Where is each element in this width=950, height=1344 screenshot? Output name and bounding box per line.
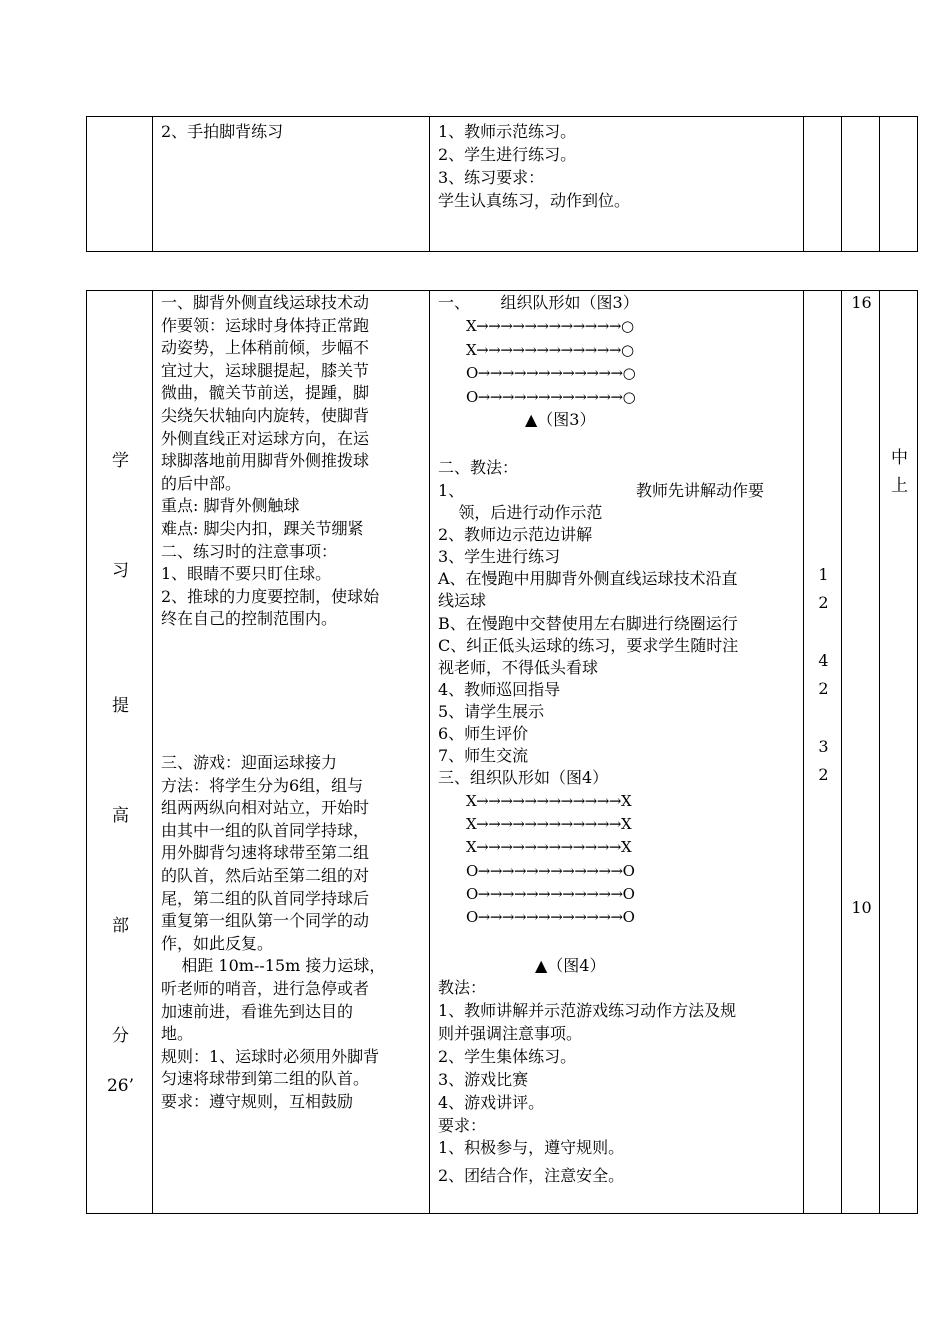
content-line: 三、游戏：迎面运球接力	[161, 753, 338, 772]
section-char: 提	[112, 696, 129, 716]
formation-row: X→→→→→→→→→→→→○	[466, 340, 634, 359]
t1-content-text: 2、手拍脚背练习	[161, 122, 284, 141]
formation-row: O→→→→→→→→→→→→○	[466, 364, 636, 382]
time-value: 10	[851, 898, 872, 917]
game-method-line: 要求：	[438, 1116, 487, 1135]
method-line: A、在慢跑中用脚背外侧直线运球技术沿直	[438, 569, 738, 589]
formation-row: O→→→→→→→→→→→→O	[466, 861, 635, 880]
t1-intensity-cell	[879, 116, 918, 252]
count-digit: 1	[818, 565, 829, 584]
content-line: 的队首，然后站至第二组的对	[161, 866, 370, 885]
content-line: 加速前进，看谁先到达目的	[161, 1001, 354, 1021]
method-line: 三、组织队形如（图4）	[438, 768, 609, 788]
content-line: 二、练习时的注意事项：	[161, 541, 338, 561]
content-line: 用外脚背匀速将球带至第二组	[161, 843, 370, 863]
formation-row: X→→→→→→→→→→→→X	[466, 838, 632, 857]
formation-row: X→→→→→→→→→→→→X	[466, 792, 632, 810]
content-line: 作要领：运球时身体持正常跑	[161, 315, 370, 335]
game-method-line: 4、游戏讲评。	[438, 1093, 545, 1112]
intensity-char: 上	[891, 476, 908, 496]
content-line: 的后中部。	[161, 473, 242, 493]
table-top	[86, 116, 918, 252]
content-line: 尾，第二组的队首同学持球后	[161, 888, 370, 908]
content-line: 外侧直线正对运球方向，在运	[161, 428, 370, 448]
content-line: 相距 10m--15m 接力运球，	[161, 956, 386, 976]
content-line: 组两两纵向相对站立，开始时	[161, 798, 370, 818]
content-line: 由其中一组的队首同学持球，	[161, 820, 370, 840]
content-line: 难点: 脚尖内扣，踝关节绷紧	[161, 519, 364, 538]
section-char: 学	[112, 451, 129, 471]
content-line: 1、眼睛不要只盯住球。	[161, 564, 332, 584]
count-digit: 2	[818, 679, 829, 698]
content-line: 作，如此反复。	[161, 933, 274, 953]
time-value: 16	[851, 293, 872, 312]
formation-row: O→→→→→→→→→→→→O	[466, 884, 635, 903]
t1-section-cell	[86, 116, 153, 252]
section-char: 部	[112, 916, 129, 936]
content-cell	[152, 290, 430, 1214]
requirement-1: 1、积极参与，遵守规则。	[438, 1138, 625, 1157]
formation-row: O→→→→→→→→→→→→O	[466, 908, 635, 926]
intensity-char: 中	[891, 448, 908, 468]
t1-method-line-1: 1、教师示范练习。	[438, 122, 577, 141]
content-line: 规则：1、运球时必须用外脚背	[161, 1046, 380, 1066]
section-char: 习	[112, 561, 129, 581]
content-line: 2、推球的力度要控制，使球始	[161, 586, 380, 606]
count-digit: 2	[818, 593, 829, 612]
content-line: 一、脚背外侧直线运球技术动	[161, 293, 370, 312]
intensity-cell	[879, 290, 918, 1214]
section-time: 26’	[106, 1076, 135, 1096]
method-line: C、纠正低头运球的练习，要求学生随时注	[438, 635, 739, 655]
t1-time-cell	[841, 116, 880, 252]
formation3-title: 一、 组织队形如（图3）	[438, 293, 639, 312]
content-line: 要求：遵守规则，互相鼓励	[161, 1092, 354, 1111]
section-char: 高	[112, 806, 129, 826]
formation-row: O→→→→→→→→→→→→○	[466, 387, 636, 406]
table-main	[86, 290, 918, 1214]
method-line: 5、请学生展示	[438, 701, 545, 721]
method-line: 线运球	[438, 591, 487, 611]
count-digit: 3	[818, 737, 829, 756]
game-method-line: 则并强调注意事项。	[438, 1024, 583, 1043]
content-line: 地。	[161, 1024, 194, 1044]
method-line: B、在慢跑中交替使用左右脚进行绕圈运行	[438, 613, 738, 633]
method-line: 4、教师巡回指导	[438, 679, 561, 699]
method-line: 视老师，不得低头看球	[438, 657, 599, 677]
section-cell	[86, 290, 153, 1214]
formation-row: X→→→→→→→→→→→→X	[466, 815, 632, 834]
section-char: 分	[112, 1026, 129, 1046]
count-digit: 4	[818, 651, 829, 670]
method-1-text: 教师先讲解动作要	[636, 481, 765, 500]
method-cell	[429, 290, 804, 1214]
t1-content-cell	[152, 116, 430, 252]
formation-row: X→→→→→→→→→→→→○	[466, 317, 634, 335]
method-1-num: 1、	[438, 481, 465, 500]
requirement-2: 2、团结合作，注意安全。	[438, 1166, 625, 1185]
time-cell	[841, 290, 880, 1214]
content-line: 重点: 脚背外侧触球	[161, 496, 300, 516]
formation3-caption: ▲（图3）	[525, 410, 596, 429]
content-line: 微曲，髋关节前送，提踵，脚	[161, 383, 370, 403]
t1-method-cell	[429, 116, 804, 252]
game-method-line: 1、教师讲解并示范游戏练习动作方法及规	[438, 1001, 737, 1020]
formation4-caption: ▲（图4）	[535, 956, 606, 975]
method-line: 2、教师边示范边讲解	[438, 525, 593, 545]
method-line: 7、师生交流	[438, 746, 529, 766]
content-line: 匀速将球带到第二组的队首。	[161, 1069, 370, 1089]
t1-method-line-4: 学生认真练习，动作到位。	[438, 191, 631, 210]
content-line: 宜过大，运球腿提起，膝关节	[161, 360, 370, 380]
content-line: 方法：将学生分为6组，组与	[161, 775, 364, 795]
content-line: 听老师的哨音，进行急停或者	[161, 979, 370, 998]
content-line: 重复第一组队第一个同学的动	[161, 911, 370, 931]
game-method-line: 2、学生集体练习。	[438, 1047, 577, 1066]
content-line: 尖绕矢状轴向内旋转，使脚背	[161, 406, 370, 425]
t1-count-cell	[803, 116, 842, 252]
game-method-line: 3、游戏比赛	[438, 1070, 529, 1089]
method-line: 6、师生评价	[438, 724, 529, 743]
method-line: 3、学生进行练习	[438, 547, 561, 567]
method-heading: 二、教法：	[438, 458, 519, 477]
count-cell	[803, 290, 842, 1214]
t1-method-line-3: 3、练习要求：	[438, 168, 545, 187]
method-line: 领，后进行动作示范	[438, 503, 603, 522]
game-method-line: 教法：	[438, 978, 487, 997]
content-line: 终在自己的控制范围内。	[161, 609, 338, 629]
count-digit: 2	[818, 765, 829, 784]
content-line: 球脚落地前用脚背外侧推拨球	[161, 451, 370, 471]
content-line: 动姿势，上体稍前倾，步幅不	[161, 338, 370, 358]
t1-method-line-2: 2、学生进行练习。	[438, 145, 577, 164]
